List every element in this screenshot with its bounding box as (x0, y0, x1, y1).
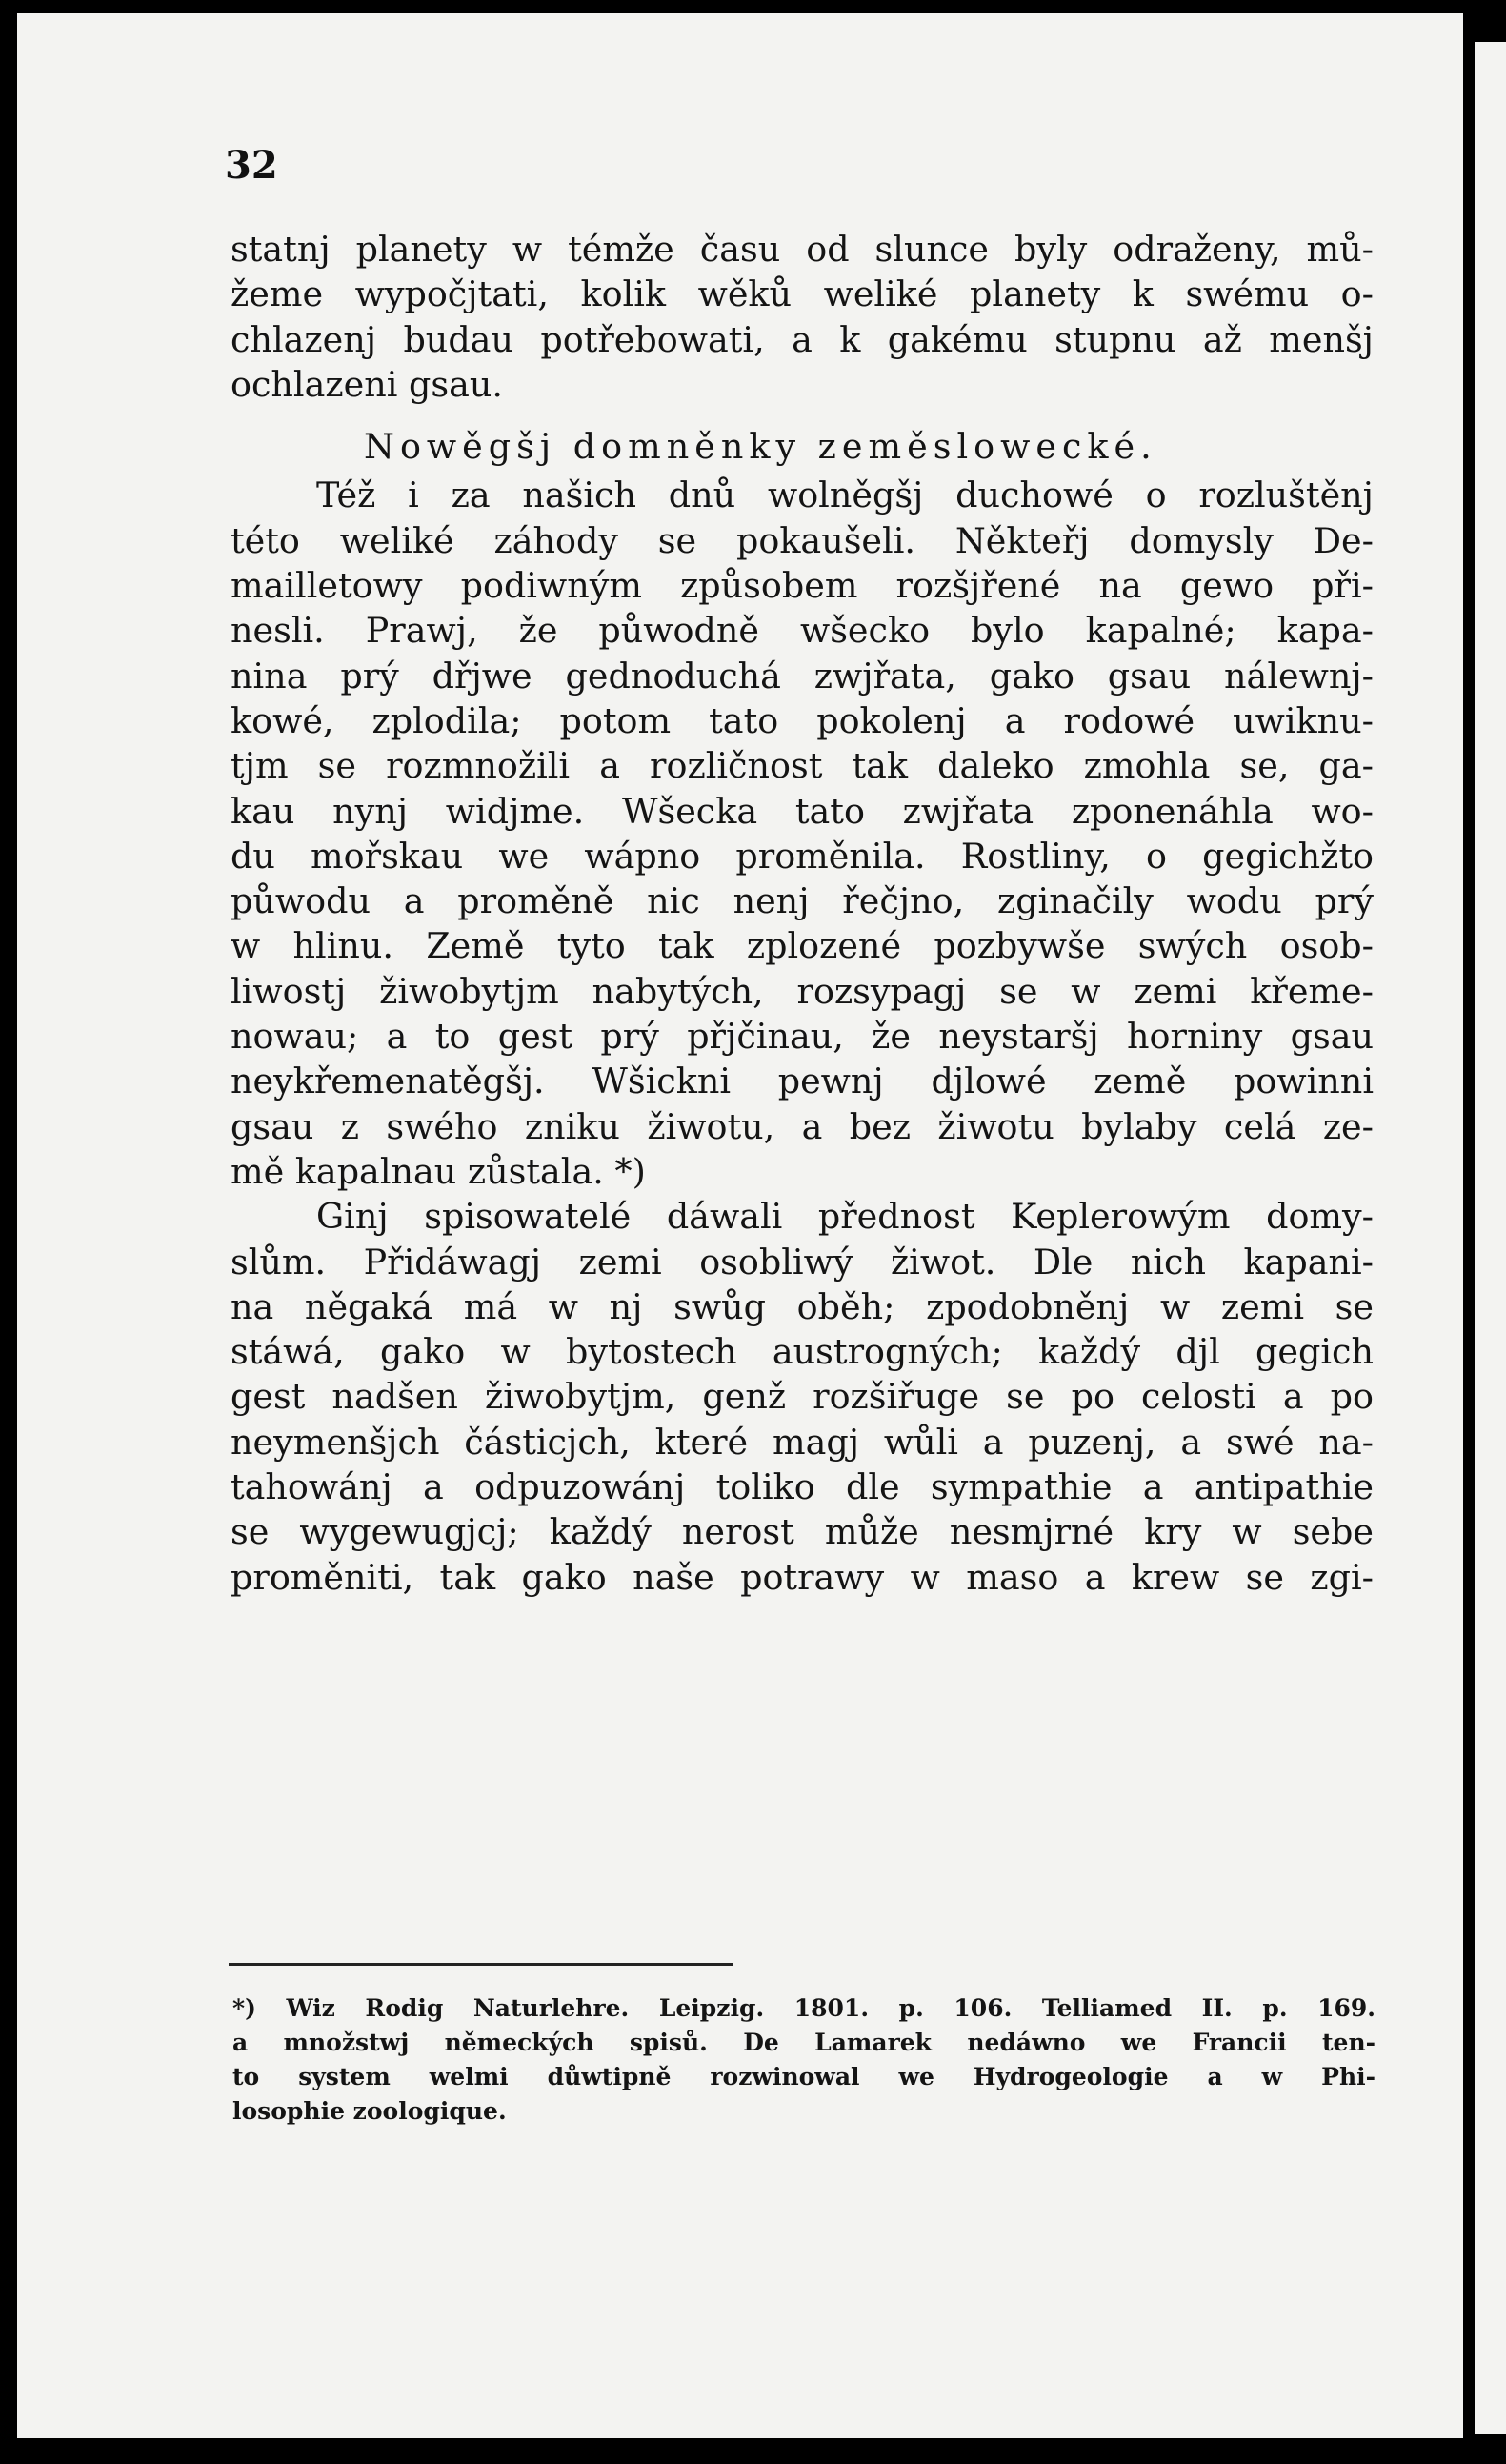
text-line: mailletowy podiwným způsobem rozšjřené na gewo při- (231, 565, 1374, 607)
text-line: chlazenj budau potřebowati, a k gakému stupnu až menšj (231, 318, 1374, 360)
text-line: žeme wypočjtati, kolik wěků weliké planety k swému o- (231, 273, 1374, 315)
text-line: na něgaká má w nj swůg oběh; zpodobněnj w zemi se (231, 1285, 1374, 1327)
text-line: ochlazeni gsau. (231, 363, 503, 405)
adjacent-page-edge (1475, 42, 1506, 2434)
text-line: nesli. Prawj, že půwodně wšecko bylo kapalné; kapa- (231, 610, 1374, 652)
text-line: gest nadšen žiwobytjm, genž rozšiřuge se po celosti a po (231, 1376, 1374, 1418)
page-number: 32 (225, 143, 278, 188)
footnote-line: losophie zoologique. (232, 2097, 507, 2125)
text-line: nowau; a to gest prý přjčinau, že neystaršj horniny gsau (231, 1016, 1374, 1058)
text-line: půwodu a proměně nic nenj řečjno, zginačily wodu prý (231, 880, 1374, 922)
text-line: w hlinu. Země tyto tak zplozené pozbywše swých osob- (231, 925, 1374, 967)
section-heading: Nowěgšj domněnky zeměslowecké. (364, 426, 1157, 468)
text-line: tjm se rozmnožili a rozličnost tak daleko zmohla se, ga- (231, 745, 1374, 787)
footnote (232, 1991, 1375, 2129)
text-line: neykřemenatěgšj. Wšickni pewnj djlowé země powinni (231, 1060, 1374, 1102)
text-line: slům. Přidáwagj zemi osobliwý žiwot. Dle nich kapani- (231, 1241, 1374, 1282)
text-line: tahowánj a odpuzowánj toliko dle sympathie a antipathie (231, 1466, 1374, 1508)
text-line: liwostj žiwobytjm nabytých, rozsypagj se w zemi křeme- (231, 970, 1374, 1012)
text-line: této weliké záhody se pokaušeli. Někteřj domysly De- (231, 519, 1374, 561)
text-line: du mořskau we wápno proměnila. Rostliny, o gegichžto (231, 835, 1374, 877)
text-line: gsau z swého zniku žiwotu, a bez žiwotu bylaby celá ze- (231, 1105, 1374, 1147)
text-line: nina prý dřjwe gednoduchá zwjřata, gako gsau nálewnj- (231, 655, 1374, 697)
main-text (231, 227, 1374, 1600)
text-line: statnj planety w témže času od slunce byly odraženy, mů- (231, 229, 1374, 270)
text-line: mě kapalnau zůstala. *) (231, 1150, 646, 1192)
footnote-line: *) Wiz Rodig Naturlehre. Leipzig. 1801. p. 106. Telliamed II. p. 169. (232, 1994, 1375, 2022)
text-line: Ginj spisowatelé dáwali přednost Keplerowým domy- (316, 1196, 1374, 1238)
footnote-line: a množstwj německých spisů. De Lamarek nedáwno we Francii ten- (232, 2029, 1375, 2056)
text-line: kowé, zplodila; potom tato pokolenj a rodowé uwiknu- (231, 699, 1374, 741)
text-line: kau nynj widjme. Wšecka tato zwjřata zponenáhla wo- (231, 790, 1374, 832)
text-line: stáwá, gako w bytostech austrogných; každý djl gegich (231, 1331, 1374, 1373)
text-line: proměniti, tak gako naše potrawy w maso a krew se zgi- (231, 1556, 1374, 1598)
footnote-divider (229, 1963, 733, 1966)
text-line: se wygewugjcj; každý nerost může nesmjrné kry w sebe (231, 1511, 1374, 1553)
footnote-line: to system welmi důwtipně rozwinowal we Hydrogeologie a w Phi- (232, 2063, 1375, 2090)
text-line: Též i za našich dnů wolněgšj duchowé o rozluštěnj (316, 475, 1374, 516)
text-line: neymenšjch částicjch, které magj wůli a puzenj, a swé na- (231, 1421, 1374, 1463)
